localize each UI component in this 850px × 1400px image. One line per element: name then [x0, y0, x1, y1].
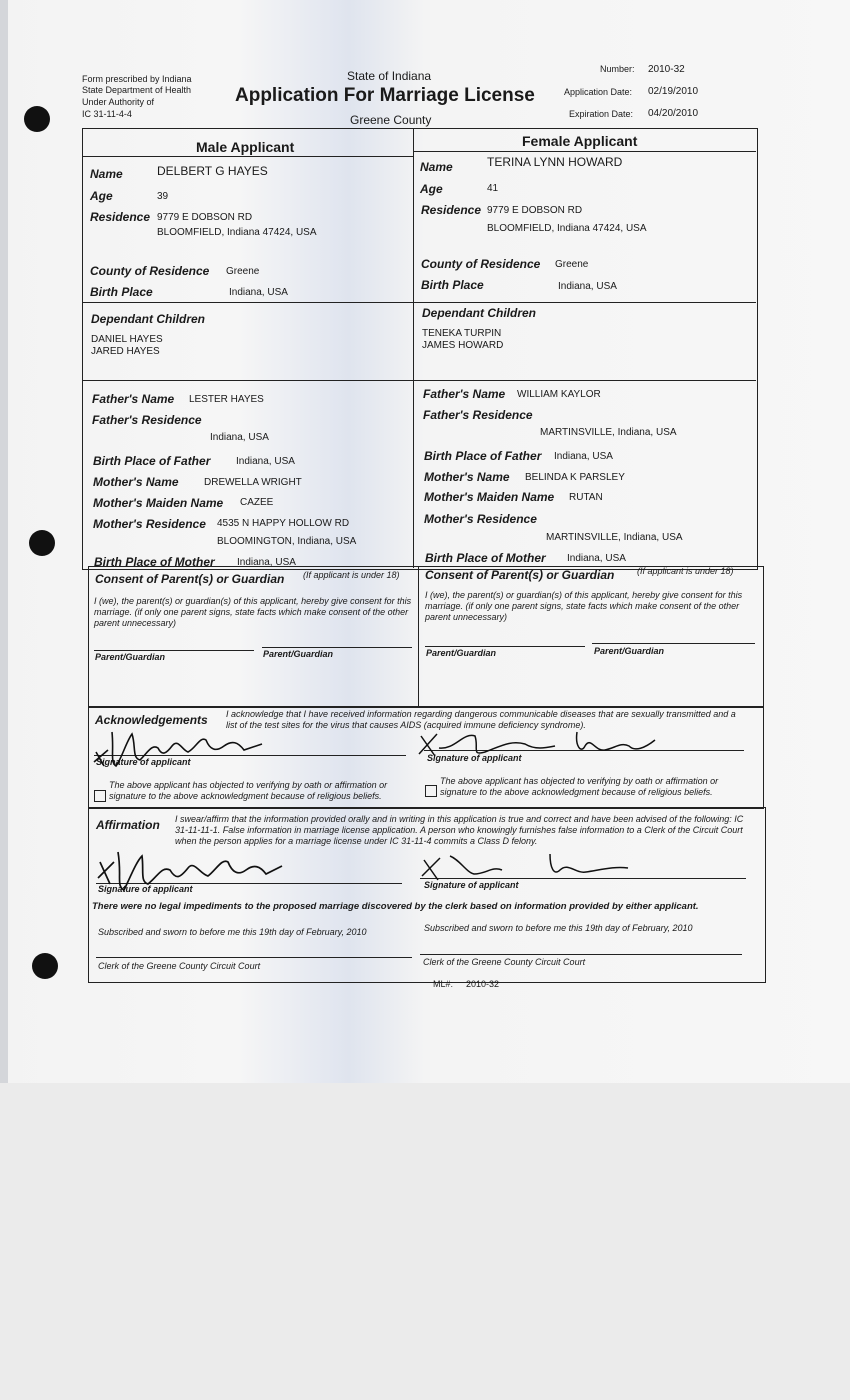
male-mother-name: DREWELLA WRIGHT — [204, 477, 302, 488]
exp-date-value: 04/20/2010 — [648, 108, 699, 119]
parent-label: Parent/Guardian — [95, 652, 166, 662]
female-birth: Indiana, USA — [558, 281, 617, 292]
label-father-name: Father's Name — [423, 387, 506, 401]
objection-text: The above applicant has objected to verifying by oath or affirmation or signature to the above acknowledgment because of religious beliefs. — [440, 776, 719, 797]
label-county: County of Residence — [421, 257, 541, 271]
male-father-res: Indiana, USA — [210, 432, 269, 443]
male-birth-mother: Indiana, USA — [237, 557, 296, 568]
label-father-res: Father's Residence — [423, 408, 533, 422]
sig-applicant-label: Signature of applicant — [98, 884, 193, 894]
signature-line — [425, 646, 585, 647]
female-mother-maiden: RUTAN — [569, 492, 603, 503]
female-father-name: WILLIAM KAYLOR — [517, 389, 601, 400]
punch-hole — [32, 953, 58, 979]
male-birth: Indiana, USA — [229, 287, 288, 298]
male-heading: Male Applicant — [196, 139, 295, 155]
punch-hole — [29, 530, 55, 556]
prescribed-line: Under Authority of — [82, 97, 155, 107]
female-birth-mother: Indiana, USA — [567, 553, 626, 564]
label-birth-mother: Birth Place of Mother — [94, 555, 215, 569]
form-title: Application For Marriage License — [235, 85, 535, 106]
label-birth-father: Birth Place of Father — [93, 454, 211, 468]
label-mother-maiden: Mother's Maiden Name — [93, 496, 224, 510]
ml-label: ML#: — [433, 979, 454, 989]
female-res2: BLOOMFIELD, Indiana 47424, USA — [487, 223, 647, 234]
female-mother-name: BELINDA K PARSLEY — [525, 472, 625, 483]
consent-box — [88, 566, 764, 708]
male-aff-signature — [96, 848, 286, 894]
column-divider — [413, 128, 414, 568]
female-father-res: MARTINSVILLE, Indiana, USA — [540, 427, 677, 438]
label-mother-name: Mother's Name — [424, 470, 510, 484]
consent-text: I (we), the parent(s) or guardian(s) of this applicant, hereby give consent for this marriage. (if only one parent signs, state facts which make consent of the other parent unnecessary) — [94, 596, 412, 628]
female-child: TENEKA TURPIN — [422, 328, 502, 339]
female-age: 41 — [487, 183, 499, 194]
clerk-label: Clerk of the Greene County Circuit Court — [98, 961, 261, 971]
exp-date-label: Expiration Date: — [569, 109, 634, 119]
signature-line — [96, 957, 412, 958]
female-aff-signature — [420, 850, 640, 884]
male-mother-res2: BLOOMINGTON, Indiana, USA — [217, 536, 357, 547]
consent-text: I (we), the parent(s) or guardian(s) of this applicant, hereby give consent for this marriage. (if only one parent signs, state facts which make consent of the other parent unnecessary) — [425, 590, 743, 622]
prescribed-line: State Department of Health — [82, 85, 192, 95]
label-birth-mother: Birth Place of Mother — [425, 551, 546, 565]
objection-text: The above applicant has objected to verifying by oath or affirmation or signature to the above acknowledgment because of religious beliefs. — [109, 780, 388, 801]
label-birth-father: Birth Place of Father — [424, 449, 542, 463]
signature-line — [592, 643, 755, 644]
male-ack-signature — [92, 722, 272, 772]
prescribed-line: Form prescribed by Indiana — [82, 74, 192, 84]
app-date-label: Application Date: — [564, 87, 633, 97]
blank-area — [0, 1083, 850, 1400]
male-name: DELBERT G HAYES — [157, 164, 268, 178]
signature-line — [420, 954, 742, 955]
male-child: DANIEL HAYES — [91, 334, 163, 345]
sig-applicant-label: Signature of applicant — [96, 757, 191, 767]
label-county: County of Residence — [90, 264, 210, 278]
consent-note: (If applicant is under 18) — [637, 566, 734, 576]
female-name: TERINA LYNN HOWARD — [487, 155, 623, 169]
sig-applicant-label: Signature of applicant — [427, 753, 522, 763]
county-heading: Greene County — [350, 113, 432, 127]
male-county: Greene — [226, 266, 260, 277]
label-mother-maiden: Mother's Maiden Name — [424, 490, 555, 504]
label-mother-res: Mother's Residence — [93, 517, 206, 531]
ack-text: I acknowledge that I have received information regarding dangerous communicable diseases that are sexually transmitted and a list of the test sites for the virus that causes AIDS (acquired immune deficiency syndrome). — [226, 709, 736, 730]
affirmation-text: I swear/affirm that the information provided orally and in writing in this application is true and correct and have been advised of the following: IC 31-11-11-1. False information in marriage license application. A person who knowingly furnishes false information to a Clerk of the Circuit Court when the person applies for a marriage license under IC 31-11-4 commits a Class D felony. — [175, 814, 744, 846]
male-mother-maiden: CAZEE — [240, 497, 274, 508]
female-birth-father: Indiana, USA — [554, 451, 613, 462]
divider — [82, 302, 756, 303]
label-father-name: Father's Name — [92, 392, 175, 406]
parent-label: Parent/Guardian — [426, 648, 497, 658]
consent-heading: Consent of Parent(s) or Guardian — [425, 568, 615, 582]
male-mother-res1: 4535 N HAPPY HOLLOW RD — [217, 518, 350, 529]
signature-line — [262, 647, 412, 648]
label-age: Age — [90, 189, 113, 203]
male-res2: BLOOMFIELD, Indiana 47424, USA — [157, 227, 317, 238]
divider — [82, 156, 414, 157]
female-county: Greene — [555, 259, 589, 270]
label-age: Age — [420, 182, 443, 196]
label-residence: Residence — [421, 203, 482, 217]
label-residence: Residence — [90, 210, 151, 224]
objection-checkbox[interactable] — [425, 785, 437, 797]
app-date-value: 02/19/2010 — [648, 86, 699, 97]
label-name: Name — [420, 160, 453, 174]
label-father-res: Father's Residence — [92, 413, 202, 427]
consent-note: (If applicant is under 18) — [303, 570, 400, 580]
female-res1: 9779 E DOBSON RD — [487, 205, 583, 216]
label-birth: Birth Place — [421, 278, 484, 292]
sig-applicant-label: Signature of applicant — [424, 880, 519, 890]
objection-checkbox[interactable] — [94, 790, 106, 802]
divider — [413, 151, 756, 152]
sworn-text: Subscribed and sworn to before me this 19th day of February, 2010 — [424, 923, 693, 933]
parent-label: Parent/Guardian — [594, 646, 665, 656]
male-res1: 9779 E DOBSON RD — [157, 212, 253, 223]
male-birth-father: Indiana, USA — [236, 456, 295, 467]
female-heading: Female Applicant — [522, 133, 638, 149]
female-child: JAMES HOWARD — [422, 340, 504, 351]
consent-heading: Consent of Parent(s) or Guardian — [95, 572, 285, 586]
column-divider — [418, 566, 419, 706]
affirmation-heading: Affirmation — [96, 818, 160, 832]
label-dependant: Dependant Children — [422, 306, 537, 320]
number-label: Number: — [600, 64, 635, 74]
label-mother-name: Mother's Name — [93, 475, 179, 489]
female-mother-res: MARTINSVILLE, Indiana, USA — [546, 532, 683, 543]
page-edge — [0, 0, 8, 1083]
impediments-text: There were no legal impediments to the proposed marriage discovered by the clerk based on information provided by either applicant. — [92, 901, 699, 912]
state-heading: State of Indiana — [347, 69, 432, 83]
signature-line — [94, 650, 254, 651]
punch-hole — [24, 106, 50, 132]
parent-label: Parent/Guardian — [263, 649, 334, 659]
male-child: JARED HAYES — [91, 346, 160, 357]
label-dependant: Dependant Children — [91, 312, 206, 326]
clerk-label: Clerk of the Greene County Circuit Court — [423, 957, 586, 967]
label-mother-res: Mother's Residence — [424, 512, 537, 526]
sworn-text: Subscribed and sworn to before me this 19th day of February, 2010 — [98, 927, 367, 937]
female-ack-signature — [415, 726, 665, 764]
divider — [82, 380, 756, 381]
male-father-name: LESTER HAYES — [189, 394, 264, 405]
number-value: 2010-32 — [648, 64, 685, 75]
label-birth: Birth Place — [90, 285, 153, 299]
prescribed-line: IC 31-11-4-4 — [82, 109, 132, 119]
ml-value: 2010-32 — [466, 979, 500, 989]
male-age: 39 — [157, 191, 169, 202]
label-name: Name — [90, 167, 123, 181]
ack-heading: Acknowledgements — [95, 713, 208, 727]
